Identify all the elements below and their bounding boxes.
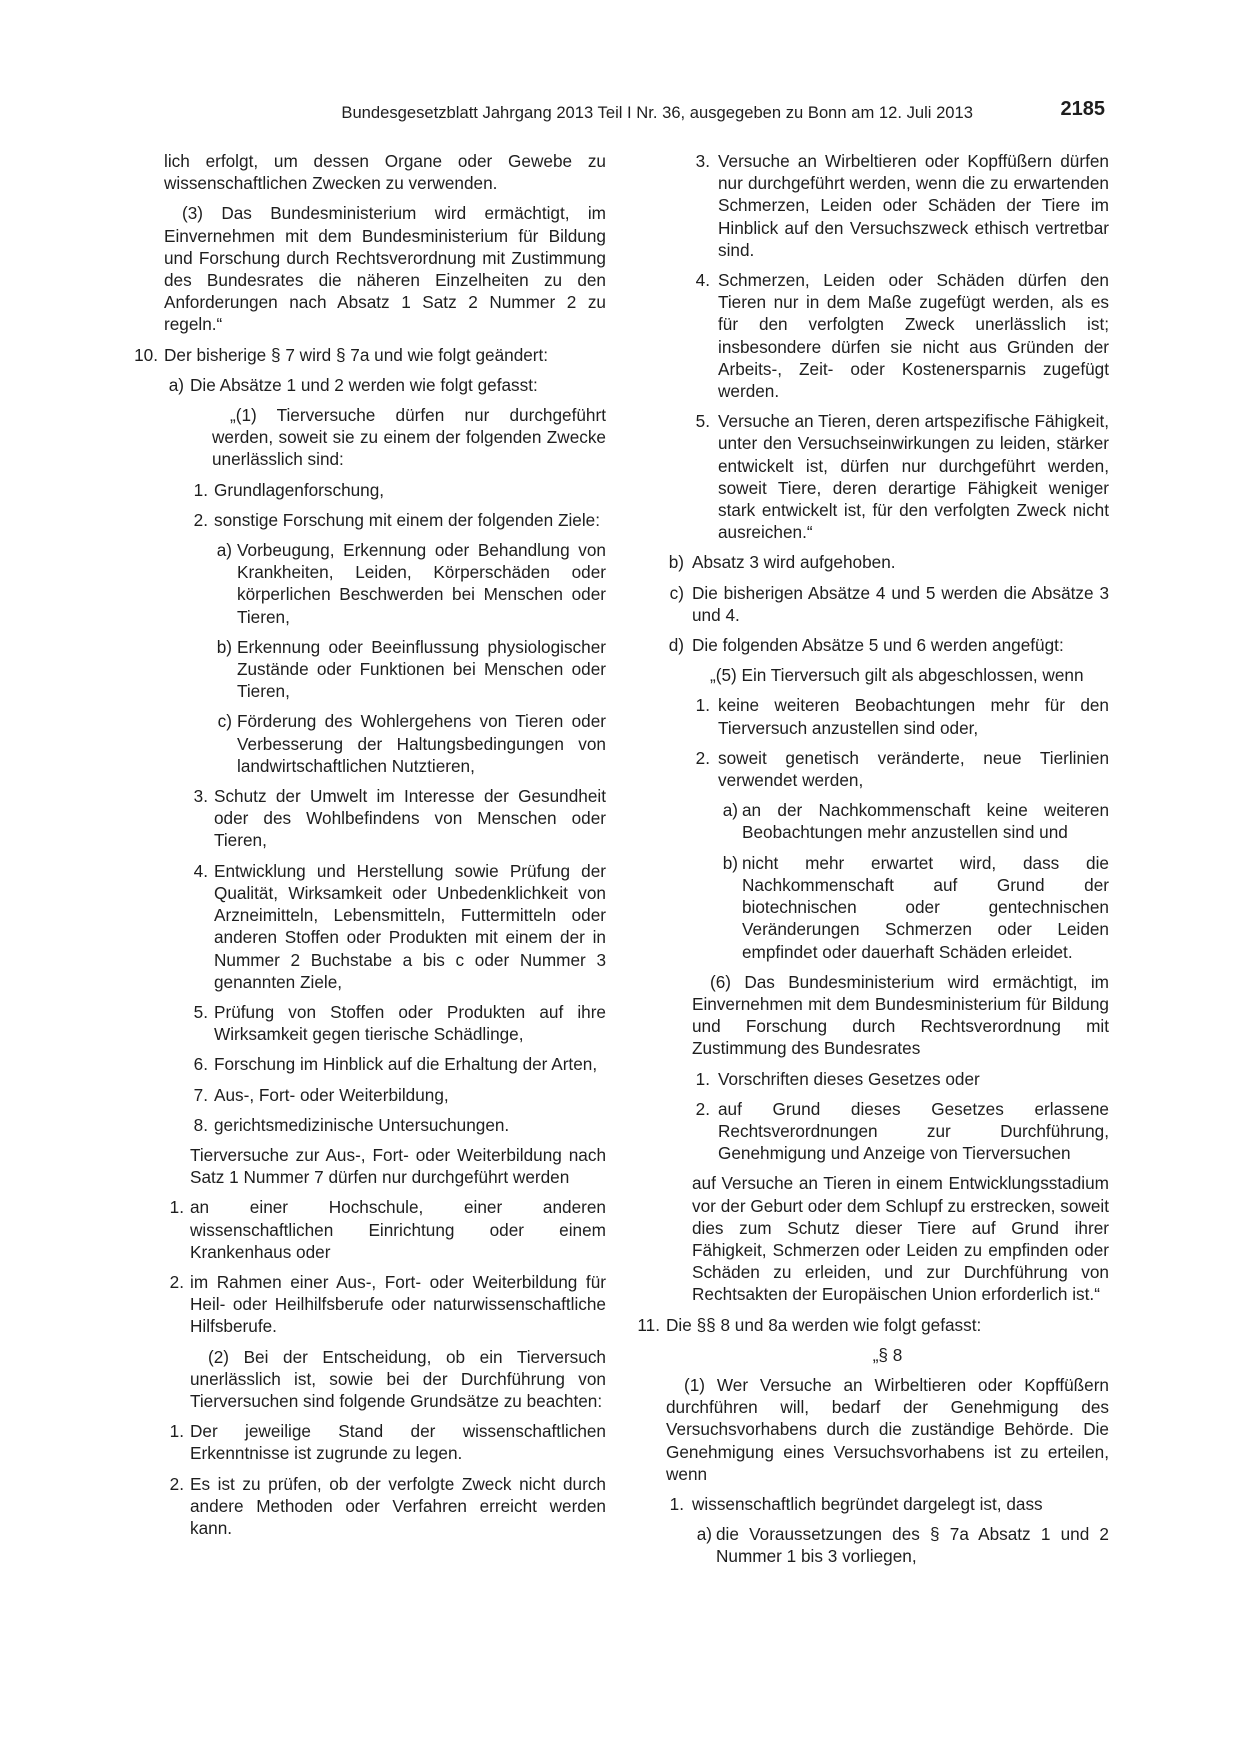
list-marker: 11. — [637, 1314, 660, 1335]
list-item — [666, 1493, 1109, 1515]
list-text: Vorbeugung, Erkennung oder Behandlung von Krankheiten, Leiden, Körperschäden oder körperlichen Beschwerden bei Menschen oder Tieren, — [237, 540, 606, 627]
list-marker: 2. — [695, 1098, 710, 1119]
list-marker: 2. — [193, 509, 208, 530]
list-subitem — [692, 799, 1109, 843]
right-column — [637, 150, 1109, 1576]
section-heading-8: „§ 8 — [872, 1344, 903, 1365]
list-text: keine weiteren Beobachtungen mehr für den Tierversuch anzustellen sind oder, — [718, 695, 1109, 738]
list-text: Die §§ 8 und 8a werden wie folgt gefasst: — [666, 1314, 982, 1335]
list-item — [164, 1420, 606, 1464]
list-item — [164, 785, 606, 852]
list-item — [692, 1068, 1109, 1090]
list-marker: 5. — [695, 411, 710, 432]
section-8-paragraph-1: (1) Wer Versuche an Wirbeltieren oder Kopffüßern durchführen will, bedarf der Genehmigung des Versuchsvorhabens durch die zuständige Behörde. Die Genehmigung eines Versuchsvorhabens ist zu erteilen, wenn — [666, 1374, 1109, 1484]
list-item — [164, 1473, 606, 1540]
list-marker: 3. — [193, 786, 208, 807]
list-text: Der bisherige § 7 wird § 7a und wie folgt geändert: — [164, 344, 549, 365]
list-marker: c) — [669, 582, 684, 603]
list-text: soweit genetisch veränderte, neue Tierlinien verwendet werden, — [718, 747, 1109, 791]
list-subitem — [164, 710, 606, 777]
list-subitem — [692, 852, 1109, 963]
list-marker: 2. — [169, 1473, 184, 1494]
list-marker: a) — [168, 374, 184, 395]
list-text: an einer Hochschule, einer anderen wissenschaftlichen Einrichtung oder einem Krankenhaus oder — [190, 1197, 606, 1262]
list-item — [164, 1114, 606, 1136]
list-marker: b) — [722, 852, 738, 873]
list-text: Die Absätze 1 und 2 werden wie folgt gefasst: — [190, 374, 538, 395]
list-marker: b) — [216, 636, 232, 657]
list-text: Entwicklung und Herstellung sowie Prüfung der Qualität, Wirksamkeit oder Unbedenklichkeit von Arzneimitteln, Lebensmitteln, Futtermitteln oder anderen Stoffen oder Produkten mit einem der in Nummer 2 Buchstabe a bis c oder Nummer 3 genannten Ziele, — [214, 860, 606, 992]
list-marker: 8. — [193, 1114, 208, 1135]
list-text: nicht mehr erwartet wird, dass die Nachkommenschaft auf Grund der biotechnischen oder gentechnischen Veränderungen Schmerzen oder Leiden empfindet oder dauerhaft Schäden erleidet. — [742, 852, 1109, 962]
list-item — [692, 410, 1109, 543]
list-subitem — [666, 1523, 1109, 1567]
list-marker: 1. — [695, 695, 710, 716]
list-subitem — [164, 539, 606, 628]
list-marker: 1. — [669, 1493, 684, 1514]
list-marker: a) — [722, 800, 738, 821]
list-text: Erkennung oder Beeinflussung physiologischer Zustände oder Funktionen bei Menschen oder Tieren, — [237, 636, 606, 702]
quoted-paragraph-1b: Tierversuche zur Aus-, Fort- oder Weiterbildung nach Satz 1 Nummer 7 dürfen nur durchgeführt werden — [190, 1144, 606, 1188]
list-marker: 7. — [193, 1084, 208, 1105]
list-marker: 1. — [193, 479, 208, 500]
list-subitem — [164, 636, 606, 703]
page-header — [0, 98, 1241, 128]
list-text: an der Nachkommenschaft keine weiteren Beobachtungen mehr anzustellen sind und — [742, 800, 1109, 843]
list-item — [164, 479, 606, 501]
quoted-paragraph-5: „(5) Ein Tierversuch gilt als abgeschlossen, wenn — [710, 665, 1084, 686]
list-item — [164, 1053, 606, 1075]
list-marker: 4. — [193, 860, 208, 881]
list-text: Die folgenden Absätze 5 und 6 werden angefügt: — [692, 635, 1064, 656]
list-item-a — [164, 374, 606, 396]
list-text: Aus-, Fort- oder Weiterbildung, — [214, 1084, 449, 1105]
list-item — [164, 1001, 606, 1045]
quoted-paragraph-6b: auf Versuche an Tieren in einem Entwicklungsstadium vor der Geburt oder dem Schlupf zu erstrecken, soweit dies zum Schutz dieser Tiere auf Grund ihrer Fähigkeit, Schmerzen oder Leiden zu empfinden oder Schäden zu erleiden, und zur Durchführung von Rechtsakten der Europäischen Union erforderlich ist.“ — [692, 1173, 1109, 1305]
list-marker: 5. — [193, 1001, 208, 1022]
list-marker: 6. — [193, 1054, 208, 1075]
list-text: Schmerzen, Leiden oder Schäden dürfen den Tieren nur in dem Maße zugefügt werden, als es für den verfolgten Zweck unerlässlich ist; insbesondere dürfen sie nicht aus Gründen der Arbeits-, Zeit- oder Kostenersparnis zugefügt werden. — [718, 270, 1109, 402]
list-text: Versuche an Wirbeltieren oder Kopffüßern dürfen nur durchgeführt werden, wenn die zu erwartenden Schmerzen, Leiden oder Schäden der Tiere im Hinblick auf den Versuchszweck ethisch vertretbar sind. — [718, 151, 1109, 260]
list-text: Vorschriften dieses Gesetzes oder — [718, 1068, 980, 1089]
list-text: auf Grund dieses Gesetzes erlassene Rechtsverordnungen zur Durchführung, Genehmigung und Anzeige von Tierversuchen — [718, 1098, 1109, 1164]
quoted-paragraph-6: (6) Das Bundesministerium wird ermächtigt, im Einvernehmen mit dem Bundesministerium für Bildung und Forschung durch Rechtsverordnung mit Zustimmung des Bundesrates — [692, 971, 1109, 1059]
list-item — [164, 1271, 606, 1338]
list-marker: a) — [216, 540, 232, 561]
list-text: Versuche an Tieren, deren artspezifische Fähigkeit, unter den Versuchseinwirkungen zu leiden, stärker entwickelt ist, dürfen nur durchgeführt werden, soweit Tiere, deren derartige Fähigkeit weniger stark entwickelt ist, für den verfolgten Zweck nicht ausreichen.“ — [718, 411, 1109, 543]
list-text: Grundlagenforschung, — [214, 479, 385, 500]
list-text: Die bisherigen Absätze 4 und 5 werden die Absätze 3 und 4. — [692, 582, 1109, 625]
list-text: Absatz 3 wird aufgehoben. — [692, 552, 896, 573]
list-text: Forschung im Hinblick auf die Erhaltung der Arten, — [214, 1054, 598, 1075]
list-text: die Voraussetzungen des § 7a Absatz 1 und 2 Nummer 1 bis 3 vorliegen, — [716, 1524, 1109, 1567]
list-text: im Rahmen einer Aus-, Fort- oder Weiterbildung für Heil- oder Heilhilfsberufe oder naturwissenschaftliche Hilfsberufe. — [190, 1271, 606, 1337]
page-number: 2185 — [1060, 98, 1105, 120]
list-text: Der jeweilige Stand der wissenschaftlichen Erkenntnisse ist zugrunde zu legen. — [190, 1421, 606, 1464]
list-marker: 1. — [169, 1197, 184, 1218]
list-item — [164, 860, 606, 993]
list-marker: 2. — [695, 747, 710, 768]
list-marker: 1. — [169, 1421, 184, 1442]
list-item — [692, 269, 1109, 402]
list-item — [692, 1098, 1109, 1165]
list-item — [692, 694, 1109, 738]
list-text: Förderung des Wohlergehens von Tieren oder Verbesserung der Haltungsbedingungen von landwirtschaftlichen Nutztieren, — [237, 711, 606, 776]
list-item-10 — [134, 344, 606, 366]
list-item — [692, 150, 1109, 261]
list-item — [692, 747, 1109, 791]
list-marker: 1. — [695, 1068, 710, 1089]
list-marker: 2. — [169, 1271, 184, 1292]
list-marker: 3. — [695, 151, 710, 171]
list-item-11 — [637, 1314, 1109, 1336]
list-text: Prüfung von Stoffen oder Produkten auf ihre Wirksamkeit gegen tierische Schädlinge, — [214, 1001, 606, 1045]
list-text: Es ist zu prüfen, ob der verfolgte Zweck nicht durch andere Methoden oder Verfahren erreicht werden kann. — [190, 1473, 606, 1538]
gazette-title: Bundesgesetzblatt Jahrgang 2013 Teil I Nr. 36, ausgegeben zu Bonn am 12. Juli 2013 — [341, 103, 973, 122]
list-text: sonstige Forschung mit einem der folgenden Ziele: — [214, 509, 600, 530]
list-marker: d) — [668, 635, 684, 656]
list-text: wissenschaftlich begründet dargelegt ist, dass — [692, 1493, 1043, 1514]
list-item-b — [666, 551, 1109, 573]
list-marker: b) — [668, 552, 684, 573]
list-marker: 10. — [134, 344, 158, 365]
list-marker: c) — [217, 711, 232, 732]
list-item-d — [666, 634, 1109, 656]
continued-text: lich erfolgt, um dessen Organe oder Gewebe zu wissenschaftlichen Zwecken zu verwenden. — [164, 151, 606, 194]
list-marker: a) — [696, 1524, 712, 1545]
list-text: gerichtsmedizinische Untersuchungen. — [214, 1114, 510, 1135]
list-item — [164, 1196, 606, 1263]
list-item-c — [666, 582, 1109, 626]
list-marker: 4. — [695, 270, 710, 291]
quoted-paragraph-2: (2) Bei der Entscheidung, ob ein Tierversuch unerlässlich ist, sowie bei der Durchführung von Tierversuchen sind folgende Grundsätze zu beachten: — [190, 1346, 606, 1411]
left-column — [134, 150, 606, 1547]
list-item — [164, 509, 606, 531]
paragraph-3: (3) Das Bundesministerium wird ermächtigt, im Einvernehmen mit dem Bundesministerium für Bildung und Forschung durch Rechtsverordnung mit Zustimmung des Bundesrates die näheren Einzelheiten zu den Anforderungen nach Absatz 1 Satz 2 Nummer 2 zu regeln.“ — [164, 203, 606, 335]
list-text: Schutz der Umwelt im Interesse der Gesundheit oder des Wohlbefindens von Menschen oder Tieren, — [214, 786, 606, 851]
quoted-paragraph-1: „(1) Tierversuche dürfen nur durchgeführt werden, soweit sie zu einem der folgenden Zwecke unerlässlich sind: — [212, 405, 606, 470]
list-item — [164, 1084, 606, 1106]
